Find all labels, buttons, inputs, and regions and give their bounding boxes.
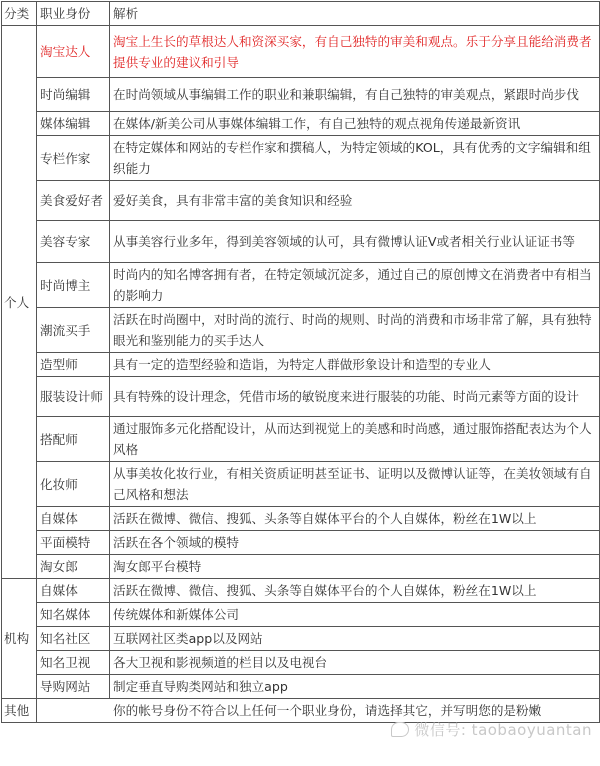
desc-cell: 从事美容行业多年，得到美容领域的认可，具有微博认证V或者相关行业认证证书等 xyxy=(110,221,600,263)
role-cell: 淘宝达人 xyxy=(37,26,110,78)
table-row xyxy=(2,308,600,353)
role-cell: 平面模特 xyxy=(37,531,110,555)
desc-cell: 传统媒体和新媒体公司 xyxy=(110,603,600,627)
desc-cell: 互联网社区类app以及网站 xyxy=(110,627,600,651)
header-category: 分类 xyxy=(2,2,37,26)
desc-cell: 时尚内的知名博客拥有者，在特定领域沉淀多，通过自己的原创博文在消费者中有相当的影响力 xyxy=(110,263,600,308)
role-cell: 美食爱好者 xyxy=(37,181,110,221)
table-row xyxy=(2,221,600,263)
table-row xyxy=(2,507,600,531)
role-cell: 自媒体 xyxy=(37,579,110,603)
desc-cell: 通过服饰多元化搭配设计，从而达到视觉上的美感和时尚感，通过服饰搭配表达为个人风格 xyxy=(110,417,600,462)
desc-cell: 在时尚领域从事编辑工作的职业和兼职编辑，有自己独特的审美观点，紧跟时尚步伐 xyxy=(110,78,600,112)
desc-cell: 从事美妆化妆行业，有相关资质证明甚至证书、证明以及微博认证等，在美妆领域有自己风格和想法 xyxy=(110,462,600,507)
role-cell: 专栏作家 xyxy=(37,136,110,181)
role-cell: 美容专家 xyxy=(37,221,110,263)
table-row xyxy=(2,627,600,651)
role-cell: 造型师 xyxy=(37,353,110,377)
desc-cell: 活跃在各个领域的模特 xyxy=(110,531,600,555)
identity-table xyxy=(1,1,600,723)
desc-cell: 活跃在微博、微信、搜狐、头条等自媒体平台的个人自媒体，粉丝在1W以上 xyxy=(110,507,600,531)
table-row xyxy=(2,353,600,377)
role-cell: 服装设计师 xyxy=(37,377,110,417)
desc-cell: 在媒体/新美公司从事媒体编辑工作，有自己独特的观点视角传递最新资讯 xyxy=(110,112,600,136)
table-row xyxy=(2,26,600,78)
category-cell: 机构 xyxy=(2,579,37,699)
table-row xyxy=(2,603,600,627)
header-role: 职业身份 xyxy=(37,2,110,26)
watermark-text: 微信号: taobaoyuantan xyxy=(414,721,592,739)
role-cell: 潮流买手 xyxy=(37,308,110,353)
table-row xyxy=(2,417,600,462)
role-cell: 导购网站 xyxy=(37,675,110,699)
table-row xyxy=(2,651,600,675)
desc-cell: 淘宝上生长的草根达人和资深买家，有自己独特的审美和观点。乐于分享且能给消费者提供专业的建议和引导 xyxy=(110,26,600,78)
wechat-icon xyxy=(391,722,409,737)
role-cell: 时尚编辑 xyxy=(37,78,110,112)
role-cell: 搭配师 xyxy=(37,417,110,462)
category-cell: 个人 xyxy=(2,26,37,579)
role-cell: 知名社区 xyxy=(37,627,110,651)
role-cell: 时尚博主 xyxy=(37,263,110,308)
desc-cell: 淘女郎平台模特 xyxy=(110,555,600,579)
header-desc: 解析 xyxy=(110,2,600,26)
role-cell: 自媒体 xyxy=(37,507,110,531)
desc-cell: 具有一定的造型经验和造诣，为特定人群做形象设计和造型的专业人 xyxy=(110,353,600,377)
watermark xyxy=(391,719,592,740)
table-row xyxy=(2,531,600,555)
desc-cell: 活跃在时尚圈中，对时尚的流行、时尚的规则、时尚的消费和市场非常了解，具有独特眼光和鉴别能力的买手达人 xyxy=(110,308,600,353)
desc-cell: 活跃在微博、微信、搜狐、头条等自媒体平台的个人自媒体，粉丝在1W以上 xyxy=(110,579,600,603)
desc-cell: 在特定媒体和网站的专栏作家和撰稿人，为特定领域的KOL，具有优秀的文字编辑和组织能力 xyxy=(110,136,600,181)
table-row xyxy=(2,555,600,579)
table-row xyxy=(2,112,600,136)
table-row xyxy=(2,377,600,417)
table-row xyxy=(2,675,600,699)
role-cell: 知名媒体 xyxy=(37,603,110,627)
table-row xyxy=(2,579,600,603)
category-cell: 其他 xyxy=(2,699,37,723)
role-cell: 淘女郎 xyxy=(37,555,110,579)
table-header-row xyxy=(2,2,600,26)
table-row xyxy=(2,136,600,181)
role-cell: 媒体编辑 xyxy=(37,112,110,136)
role-cell: 化妆师 xyxy=(37,462,110,507)
desc-cell: 你的帐号身份不符合以上任何一个职业身份，请选择其它，并写明您的是粉嫩 xyxy=(37,699,600,723)
desc-cell: 制定垂直导购类网站和独立app xyxy=(110,675,600,699)
desc-cell: 爱好美食，具有非常丰富的美食知识和经验 xyxy=(110,181,600,221)
table-row xyxy=(2,78,600,112)
role-cell: 知名卫视 xyxy=(37,651,110,675)
table-row xyxy=(2,263,600,308)
desc-cell: 具有特殊的设计理念，凭借市场的敏锐度来进行服装的功能、时尚元素等方面的设计 xyxy=(110,377,600,417)
desc-cell: 各大卫视和影视频道的栏目以及电视台 xyxy=(110,651,600,675)
table-row xyxy=(2,462,600,507)
table-row xyxy=(2,181,600,221)
